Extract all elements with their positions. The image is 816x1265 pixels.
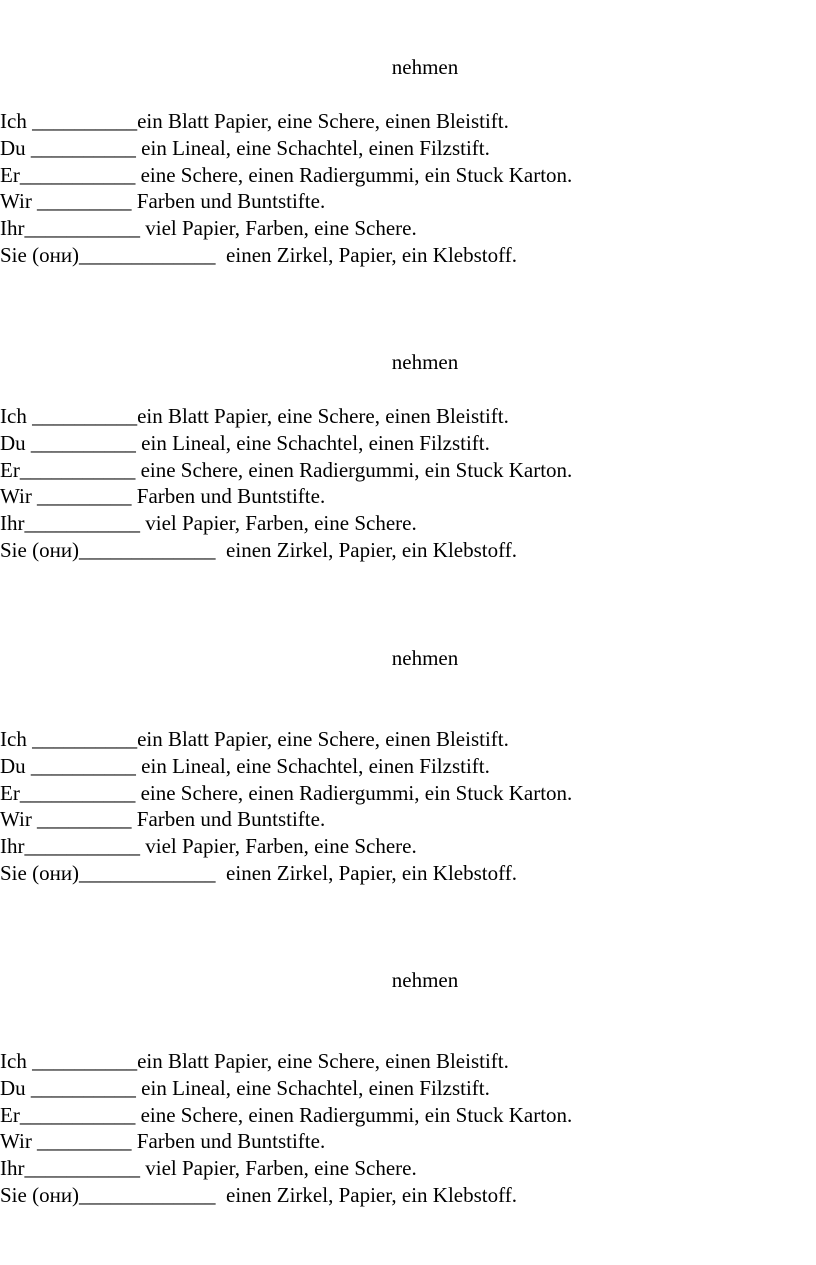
exercise-line: Er___________ eine Schere, einen Radiergummi, ein Stuck Karton.: [0, 1102, 573, 1127]
exercise-line: Du __________ ein Lineal, eine Schachtel, einen Filzstift.: [0, 753, 490, 778]
exercise-lines: [0, 1048, 572, 1209]
exercise-title: nehmen: [391, 646, 459, 670]
exercise-line: Ich __________ein Blatt Papier, eine Schere, einen Bleistift.: [0, 1049, 509, 1073]
exercise-line: Du __________ ein Lineal, eine Schachtel, einen Filzstift.: [0, 135, 490, 160]
exercise-line: Ich __________ein Blatt Papier, eine Schere, einen Bleistift.: [0, 727, 509, 751]
exercise-line: Ich __________ein Blatt Papier, eine Schere, einen Bleistift.: [0, 109, 509, 133]
exercise-line: Wir _________ Farben und Buntstifte.: [0, 1129, 326, 1154]
exercise-line: Wir _________ Farben und Buntstifte.: [0, 189, 326, 214]
exercise-line: Sie (они)_____________ einen Zirkel, Papier, ein Klebstoff.: [0, 242, 517, 267]
exercise-lines: [0, 403, 572, 564]
exercise-line: Ihr___________ viel Papier, Farben, eine Schere.: [0, 834, 417, 859]
exercise-title: nehmen: [391, 55, 459, 79]
exercise-line: Er___________ eine Schere, einen Radiergummi, ein Stuck Karton.: [0, 162, 573, 187]
exercise-line: Er___________ eine Schere, einen Radiergummi, ein Stuck Karton.: [0, 780, 573, 805]
exercise-line: Wir _________ Farben und Buntstifte.: [0, 807, 326, 832]
exercise-line: Er___________ eine Schere, einen Radiergummi, ein Stuck Karton.: [0, 457, 573, 482]
exercise-line: Sie (они)_____________ einen Zirkel, Papier, ein Klebstoff.: [0, 860, 517, 885]
exercise-lines: [0, 108, 572, 269]
exercise-line: Du __________ ein Lineal, eine Schachtel, einen Filzstift.: [0, 1075, 490, 1100]
exercise-line: Wir _________ Farben und Buntstifte.: [0, 484, 326, 509]
exercise-title: nehmen: [391, 350, 459, 374]
exercise-line: Ihr___________ viel Papier, Farben, eine Schere.: [0, 511, 417, 536]
exercise-line: Ihr___________ viel Papier, Farben, eine Schere.: [0, 216, 417, 241]
exercise-line: Sie (они)_____________ einen Zirkel, Papier, ein Klebstoff.: [0, 537, 517, 562]
exercise-line: Ihr___________ viel Papier, Farben, eine Schere.: [0, 1156, 417, 1181]
exercise-lines: [0, 726, 572, 887]
exercise-line: Ich __________ein Blatt Papier, eine Schere, einen Bleistift.: [0, 404, 509, 428]
exercise-line: Du __________ ein Lineal, eine Schachtel, einen Filzstift.: [0, 430, 490, 455]
exercise-line: Sie (они)_____________ einen Zirkel, Papier, ein Klebstoff.: [0, 1182, 517, 1207]
exercise-title: nehmen: [391, 968, 459, 992]
